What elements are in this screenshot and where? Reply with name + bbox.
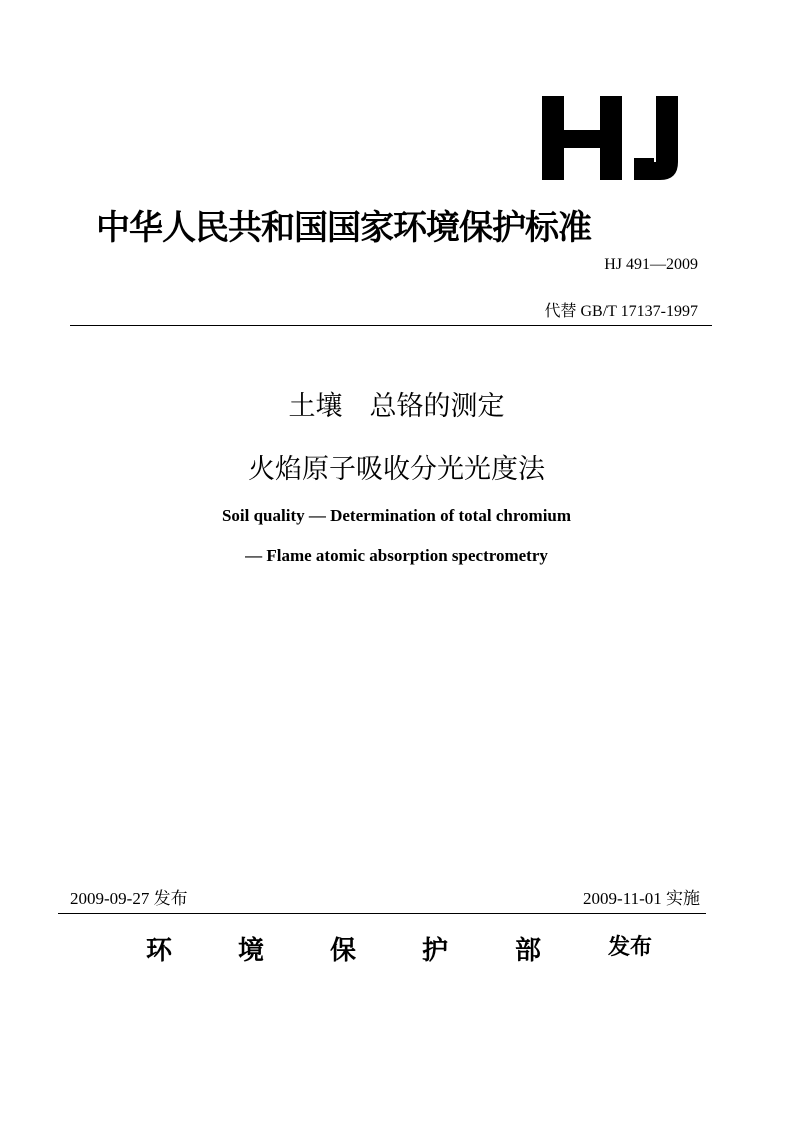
- publisher-char: 保: [330, 936, 357, 966]
- standard-number: HJ 491—2009: [604, 256, 698, 273]
- replaces-standard: 代替 GB/T 17137-1997: [544, 303, 698, 320]
- publisher-action: 发布: [608, 935, 653, 960]
- effective-date: 2009-11-01 实施: [583, 889, 700, 908]
- title-cn-line1: 土壤 总铬的测定: [288, 391, 505, 422]
- publisher-char: 护: [422, 936, 449, 966]
- hj-logo: [536, 82, 686, 182]
- title-en-line2: — Flame atomic absorption spectrometry: [245, 546, 548, 565]
- title-cn-line2: 火焰原子吸收分光光度法: [248, 454, 545, 485]
- footer-divider: [58, 913, 706, 914]
- publisher-char: 环: [146, 936, 173, 966]
- title-en-line1: Soil quality — Determination of total chromium: [221, 506, 572, 525]
- standard-series-title: 中华人民共和国国家环境保护标准: [96, 208, 591, 248]
- header-divider: [70, 325, 712, 326]
- publisher-char: 部: [515, 936, 542, 966]
- publisher-char: 境: [238, 936, 265, 966]
- issue-date: 2009-09-27 发布: [70, 889, 188, 908]
